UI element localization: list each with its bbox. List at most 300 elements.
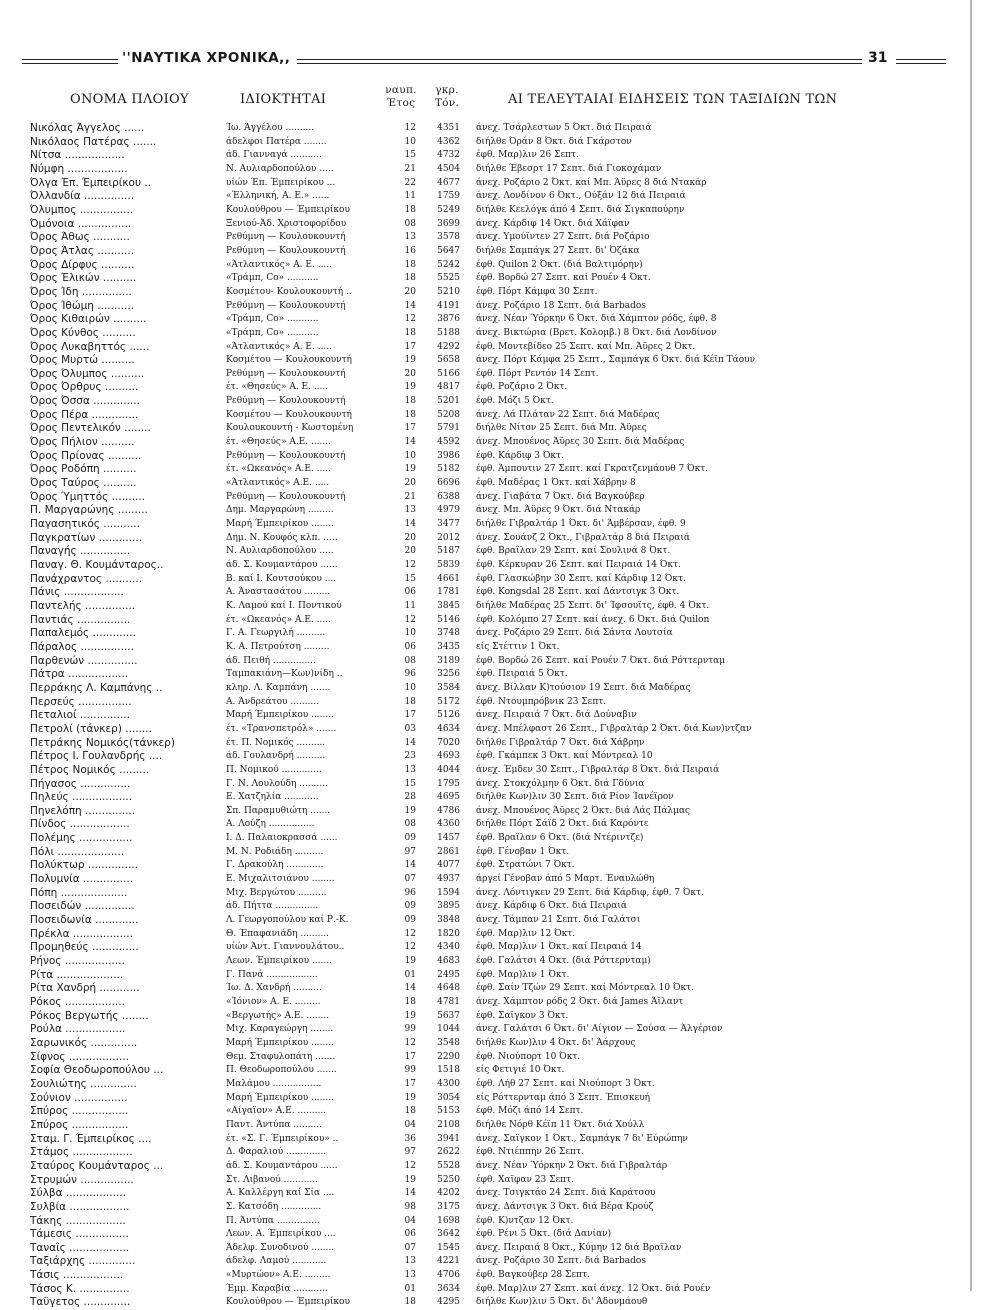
- table-row: [0, 627, 960, 641]
- ship-name: Νικόλαος Πατέρας .......: [30, 135, 157, 148]
- owner-name: Μαρή Έμπειρίκου ........: [226, 519, 334, 530]
- year-built: 01: [404, 1283, 416, 1294]
- running-header: [22, 48, 946, 74]
- voyage-news: άνεχ. Κάρδιφ 14 Όκτ. διά Χάϊφαν: [476, 218, 630, 229]
- voyage-news: έφθ. Μόζι άπό 14 Σεπτ.: [476, 1106, 584, 1117]
- year-built: 14: [404, 437, 416, 448]
- year-built: 08: [404, 819, 416, 830]
- gross-tonnage: 3175: [437, 1201, 460, 1212]
- gross-tonnage: 2622: [437, 1147, 460, 1158]
- owner-name: Α. Καλλέργη καί Σία ....: [226, 1188, 335, 1199]
- voyage-news: διήλθε Γιβραλτάρ 7 Όκτ. διά Χάβρην: [476, 737, 645, 748]
- gross-tonnage: 4706: [437, 1270, 460, 1281]
- voyage-news: άνεχ. Λά Πλάταν 22 Σεπτ. διά Μαδέρας: [476, 409, 660, 420]
- ship-name: Όρος Πρίονας ..........: [30, 449, 142, 462]
- table-row: [0, 586, 960, 600]
- year-built: 18: [404, 327, 416, 338]
- voyage-news: διήλθε Έβεσρτ 17 Σεπτ. διά Γιοκοχάμαν: [476, 163, 662, 174]
- voyage-news: άνεχ. Πειραιά 8 Όκτ., Κύμην 12 διά Βραΐλαν: [476, 1242, 682, 1253]
- voyage-news: άνεχ. Σαΐγκον 1 Όκτ., Σαμπάγκ 7 δι' Εύρώπην: [476, 1133, 688, 1144]
- table-row: [0, 1255, 960, 1269]
- voyage-news: άνεχ. Πειραιά 7 Όκτ. διά Δούναβιν: [476, 710, 637, 721]
- year-built: 23: [404, 751, 416, 762]
- voyage-news: έφθ. Γένοβαν 1 Όκτ.: [476, 846, 570, 857]
- year-built: 17: [404, 1051, 416, 1062]
- ship-name: Ποσειδών ...............: [30, 900, 135, 913]
- ship-name: Τάμεσις ................: [30, 1228, 129, 1241]
- year-built: 18: [404, 396, 416, 407]
- table-row: [0, 450, 960, 464]
- voyage-news: άνεχ. Ροζάριο 29 Σεπτ. διά Σάντα Λουτσία: [476, 628, 673, 639]
- voyage-news: έφθ. Μαρ)λιν 26 Σεπτ.: [476, 150, 579, 161]
- year-built: 99: [404, 1065, 416, 1076]
- voyage-news: έφθ. Πόρτ Κάμφα 30 Σεπτ.: [476, 286, 598, 297]
- year-built: 19: [404, 956, 416, 967]
- voyage-news: άνεχ. Μπουένος Άϋρες 30 Σεπτ. διά Μαδέρας: [476, 437, 685, 448]
- table-row: [0, 955, 960, 969]
- year-built: 20: [404, 478, 416, 489]
- gross-tonnage: 5250: [437, 1174, 460, 1185]
- gross-tonnage: 4340: [437, 942, 460, 953]
- voyage-news: έφθ. Γκάμπεκ 3 Όκτ. καί Μόντρεαλ 10: [476, 751, 653, 762]
- ship-name: Πεταλιοί ...............: [30, 709, 130, 722]
- owner-name: Κουλούθρου — Έμπειρίκου: [226, 1297, 350, 1308]
- voyage-news: έφθ. Μαρ)λιν 1 Όκτ.: [476, 969, 570, 980]
- table-row: [0, 327, 960, 341]
- ship-name: Πίνδος ..................: [30, 818, 130, 831]
- voyage-news: άνεχ. Βίλλαν Κ)τούσιον 19 Σεπτ. διά Μαδέρας: [476, 682, 691, 693]
- table-row: [0, 846, 960, 860]
- year-built: 14: [404, 983, 416, 994]
- year-built: 19: [404, 1092, 416, 1103]
- table-row: [0, 300, 960, 314]
- gross-tonnage: 3848: [437, 915, 460, 926]
- voyage-news: έφθ. Μαδέρας 1 Όκτ. καί Χάβρην 8: [476, 478, 636, 489]
- ship-name: Ρίτα ....................: [30, 968, 124, 981]
- table-row: [0, 1296, 960, 1310]
- owner-name: Δημ. Ν. Κουφός κλπ. .....: [226, 532, 338, 543]
- voyage-news: έφθ. Κάρδιφ 3 Όκτ.: [476, 450, 564, 461]
- table-row: [0, 1283, 960, 1297]
- year-built: 19: [404, 805, 416, 816]
- table-row: [0, 1133, 960, 1147]
- owner-name: «Ίόνιον» Α. Ε. .........: [226, 997, 321, 1007]
- ship-name: Ρήνος ..................: [30, 955, 125, 968]
- year-built: 28: [404, 792, 416, 803]
- table-row: [0, 1078, 960, 1092]
- voyage-news: διήλθε Πόρτ Σάϊδ 2 Όκτ. διά Καρόντε: [476, 819, 649, 830]
- gross-tonnage: 2108: [437, 1119, 460, 1130]
- year-built: 12: [404, 123, 416, 133]
- table-row: [0, 422, 960, 436]
- gross-tonnage: 4300: [437, 1078, 460, 1089]
- gross-tonnage: 5658: [437, 355, 460, 366]
- gross-tonnage: 1820: [437, 928, 460, 939]
- owner-name: έτ. «Τρανσπετρόλ» .......: [226, 723, 337, 734]
- year-built: 14: [404, 1188, 416, 1199]
- owner-name: Γ. Πανά ..................: [226, 969, 318, 980]
- owner-name: Μαρή Έμπειρίκου ........: [226, 1037, 334, 1048]
- year-built: 21: [404, 491, 416, 502]
- table-row: [0, 1146, 960, 1160]
- owner-name: Άδελφ. Συνοδινού ........: [226, 1242, 335, 1253]
- table-row: [0, 354, 960, 368]
- ship-name: Πόλι ....................: [30, 845, 125, 858]
- year-built: 07: [404, 874, 416, 885]
- gross-tonnage: 5839: [437, 560, 460, 570]
- year-built: 06: [404, 1229, 416, 1240]
- year-built: 10: [404, 628, 416, 639]
- year-built: 12: [404, 314, 416, 325]
- voyage-news: διήλθε Όράν 8 Όκτ. διά Γκάρστον: [476, 136, 632, 147]
- owner-name: Ι. Δ. Παλαιοκρασσά ......: [226, 833, 338, 844]
- table-row: [0, 696, 960, 710]
- gross-tonnage: 3634: [437, 1283, 460, 1294]
- ship-name: Ταΰγετος ..............: [30, 1296, 131, 1309]
- gross-tonnage: 2012: [437, 532, 460, 543]
- table-row: [0, 969, 960, 983]
- year-built: 10: [404, 136, 416, 147]
- ship-name: Νύμφη ..................: [30, 162, 128, 175]
- ship-name: Όρος Ύμηττός ..........: [30, 490, 146, 503]
- owner-name: Κ. Λαμού καί Ι. Ποντικού: [226, 600, 342, 611]
- year-built: 18: [404, 409, 416, 420]
- gross-tonnage: 6696: [437, 478, 460, 489]
- gross-tonnage: 3578: [437, 232, 460, 243]
- owner-name: υίών Άντ. Γιαννουλάτου..: [226, 942, 345, 953]
- gross-tonnage: 4191: [437, 300, 460, 311]
- table-row: [0, 818, 960, 832]
- year-built: 15: [404, 573, 416, 584]
- year-built: 19: [404, 1010, 416, 1021]
- owner-name: Π. Θεοδωροπούλου .......: [226, 1065, 337, 1076]
- gross-tonnage: 4732: [437, 150, 460, 161]
- owner-name: Ρεθύμνη — Κουλουκουντή: [226, 368, 346, 379]
- ship-name: Πρέκλα ..................: [30, 927, 133, 940]
- voyage-news: άνεχ. Τάμπαν 21 Σεπτ. διά Γαλάτσι: [476, 915, 641, 926]
- table-row: [0, 1269, 960, 1283]
- owner-name: «Τράμπ, Co» ...........: [226, 327, 319, 338]
- voyage-news: άνεχ. Ροζάριο 30 Σεπτ. διά Barbados: [476, 1256, 646, 1267]
- owner-name: Π. Νομικού ..............: [226, 764, 322, 775]
- year-built: 19: [404, 1174, 416, 1185]
- table-row: [0, 1037, 960, 1051]
- voyage-news: έφθ. Κολόμπο 27 Σεπτ. καί άνεχ. 6 Όκτ. διά Quilon: [476, 614, 710, 625]
- table-row: [0, 259, 960, 273]
- owner-name: Ταμπακιάνη—Κων)νίδη ..: [226, 669, 343, 680]
- year-built: 12: [404, 614, 416, 625]
- owner-name: έτ. «Ωκεανός» Α.Ε. .....: [226, 464, 331, 475]
- owner-name: άδ. Πήττα ...............: [226, 901, 319, 912]
- year-built: 13: [404, 1270, 416, 1281]
- gross-tonnage: 3189: [437, 655, 460, 666]
- voyage-news: άνεχ. Δάντσιγκ 3 Όκτ. διά Βέρα Κρούζ: [476, 1201, 654, 1212]
- table-row: [0, 668, 960, 682]
- gross-tonnage: 1698: [437, 1215, 460, 1226]
- table-row: [0, 368, 960, 382]
- gross-tonnage: 1759: [437, 191, 460, 202]
- owner-name: Μιχ. Καραγεώργη ........: [226, 1024, 334, 1035]
- gross-tonnage: 5201: [437, 396, 460, 407]
- voyage-news: έφθ. Ροζάριο 2 Όκτ.: [476, 382, 568, 393]
- ship-name: Όρος Πήλιον ..........: [30, 436, 135, 449]
- year-built: 17: [404, 341, 416, 352]
- table-row: [0, 941, 960, 955]
- table-row: [0, 914, 960, 928]
- voyage-news: έφθ. Μαρ)λιν 27 Σεπτ. καί άνεχ. 12 Όκτ. διά Ρουέν: [476, 1283, 711, 1294]
- voyage-news: έφθ. Χαϊφαν 23 Σεπτ.: [476, 1174, 574, 1185]
- year-built: 14: [404, 737, 416, 748]
- year-built: 20: [404, 532, 416, 543]
- column-header-owners: ΙΔΙΟΚΤΗΤΑΙ: [240, 92, 327, 107]
- voyage-news: διήλθε Γιβραλτάρ 1 Όκτ. δι' Άμβέρσαν, έφθ. 9: [476, 519, 686, 530]
- ship-name: Νικόλας Άγγελος ......: [30, 122, 145, 134]
- ship-name: Ρόκος Βεργωτής ........: [30, 1009, 149, 1022]
- gross-tonnage: 4695: [437, 792, 460, 803]
- voyage-news: άνεχ. Κάρδιφ 6 Όκτ. διά Πειραιά: [476, 901, 627, 912]
- voyage-news: έφθ. Λήθ 27 Σεπτ. καί Νιούπορτ 3 Όκτ.: [476, 1078, 655, 1089]
- table-row: [0, 723, 960, 737]
- year-built: 98: [404, 1201, 416, 1212]
- voyage-news: διήλθε Σαμπάγκ 27 Σεπτ. δι' Όζάκα: [476, 245, 640, 256]
- voyage-news: άνεχ. Λονδίνον 6 Όκτ., Ούξάν 12 διά Πειραιά: [476, 191, 686, 202]
- gross-tonnage: 2861: [437, 846, 460, 857]
- table-row: [0, 381, 960, 395]
- gross-tonnage: 1044: [437, 1024, 460, 1035]
- owner-name: έτ. «Θησεύς» Α.Ε. .......: [226, 437, 332, 448]
- owner-name: Λεων. Έμπειρίκου .......: [226, 956, 332, 967]
- owner-name: Κοσμέτου — Κουλουκουντή: [226, 355, 352, 366]
- owner-name: Μαρή Έμπειρίκου ........: [226, 1092, 334, 1103]
- gross-tonnage: 4937: [437, 874, 460, 885]
- ship-name: Πανάχραντος ...........: [30, 572, 143, 585]
- gross-tonnage: 3876: [437, 314, 460, 325]
- table-row: [0, 518, 960, 532]
- year-built: 22: [404, 177, 416, 188]
- column-header-gross-tonnage: γκρ. Τόν.: [434, 84, 460, 109]
- voyage-news: άνεχ. Υμούϊντεν 27 Σεπτ. διά Ροζάριο: [476, 232, 650, 243]
- table-row: [0, 177, 960, 191]
- ship-name: Ταξιάρχης ..............: [30, 1255, 136, 1268]
- owner-name: Ρεθύμνη — Κουλουκουντή: [226, 396, 346, 407]
- year-built: 09: [404, 901, 416, 912]
- gross-tonnage: 5637: [437, 1010, 460, 1021]
- gross-tonnage: 7020: [437, 737, 460, 748]
- table-row: [0, 737, 960, 751]
- ship-name: Σαρωνικός ..............: [30, 1036, 138, 1049]
- table-row: [0, 1119, 960, 1133]
- gross-tonnage: 3986: [437, 450, 460, 461]
- owner-name: έτ. Π. Νομικός ..........: [226, 737, 326, 748]
- year-built: 18: [404, 259, 416, 270]
- gross-tonnage: 5166: [437, 368, 460, 379]
- gross-tonnage: 2290: [437, 1051, 460, 1062]
- voyage-news: άνεχ. Ροζάριο 18 Σεπτ. διά Barbados: [476, 300, 646, 311]
- table-row: [0, 655, 960, 669]
- owner-name: Μαρή Έμπειρίκου ........: [226, 710, 334, 721]
- gross-tonnage: 1545: [437, 1242, 460, 1253]
- ship-name: Ποσειδωνία .............: [30, 914, 139, 927]
- table-row: [0, 272, 960, 286]
- table-row: [0, 709, 960, 723]
- ship-name: Όλυμπος ................: [30, 203, 134, 216]
- year-built: 20: [404, 286, 416, 297]
- gross-tonnage: 3256: [437, 669, 460, 680]
- gross-tonnage: 4693: [437, 751, 460, 762]
- ship-name: Πετράκης Νομικός(τάνκερ): [30, 736, 175, 749]
- ship-name: Πετρολί (τάνκερ) ........: [30, 722, 152, 735]
- year-built: 12: [404, 1037, 416, 1048]
- owner-name: άδ. Γιανναγά ...........: [226, 150, 322, 161]
- ship-name: Παγκρατίων .............: [30, 531, 143, 544]
- year-built: 14: [404, 300, 416, 311]
- voyage-news: έφθ. Ντιέππην 26 Σεπτ.: [476, 1147, 584, 1158]
- table-row: [0, 504, 960, 518]
- owner-name: Μιχ. Βεργώτου ..........: [226, 887, 327, 898]
- gross-tonnage: 4077: [437, 860, 460, 871]
- ship-name: Ρίτα Χανδρή ............: [30, 982, 140, 995]
- table-row: [0, 750, 960, 764]
- owner-name: Α. Άνδρεάτου ..........: [226, 696, 319, 707]
- header-rule-left: [22, 59, 118, 64]
- ship-register-table: [0, 122, 960, 1310]
- owner-name: Α. Άναστασάτου .........: [226, 587, 331, 598]
- gross-tonnage: 4362: [437, 136, 460, 147]
- year-built: 97: [404, 1147, 416, 1158]
- gross-tonnage: 4295: [437, 1297, 460, 1308]
- owner-name: έτ. «Σ. Γ. Έμπειρίκου» ..: [226, 1133, 339, 1144]
- owner-name: Ρεθύμνη — Κουλουκουντή: [226, 245, 346, 256]
- voyage-news: έφθ. Βορδώ 27 Σεπτ. καί Ρουέν 4 Όκτ.: [476, 273, 651, 284]
- year-built: 18: [404, 204, 416, 215]
- ship-name: Όρος Έλικών ..........: [30, 272, 137, 285]
- ship-name: Όρος Δίρφυς ..........: [30, 258, 135, 271]
- owner-name: Κουλούθρου — Έμπειρίκου: [226, 204, 350, 215]
- voyage-news: έφθ. Κέρκυραν 26 Σεπτ. καί Πειραιά 14 Όκτ.: [476, 560, 681, 570]
- voyage-news: είς Ρόττερνταμ άπό 3 Σεπτ. Έπισκευή: [476, 1092, 651, 1103]
- gross-tonnage: 1795: [437, 778, 460, 789]
- ship-name: Συλβία ..................: [30, 1200, 130, 1213]
- column-header-ship-name: ΟΝΟΜΑ ΠΛΟΙΟΥ: [70, 92, 189, 107]
- table-row: [0, 190, 960, 204]
- ship-name: Στρυμών ................: [30, 1173, 134, 1186]
- year-built: 04: [404, 1215, 416, 1226]
- owner-name: Ρεθύμνη — Κουλουκουντή: [226, 491, 346, 502]
- voyage-news: άνεχ. Έμδεν 30 Σεπτ., Γιβραλτάρ 8 Όκτ. διά Πειραιά: [476, 764, 720, 775]
- year-built: 13: [404, 505, 416, 516]
- voyage-news: άνεχ. Τσάρλεστων 5 Όκτ. διά Πειραιά: [476, 123, 652, 133]
- table-row: [0, 805, 960, 819]
- voyage-news: άνεχ. Σουάνζ 2 Όκτ., Γιβραλτάρ 8 διά Πειραιά: [476, 532, 690, 543]
- table-row: [0, 463, 960, 477]
- voyage-news: έφθ. Kongsdal 28 Σεπτ. καί Δάντσιγκ 3 Όκτ.: [476, 587, 680, 598]
- gross-tonnage: 4634: [437, 723, 460, 734]
- ship-name: Σταμ. Γ. Έμπειρίκος ....: [30, 1132, 152, 1145]
- year-built: 36: [404, 1133, 416, 1144]
- table-row: [0, 1174, 960, 1188]
- voyage-news: διήλθε Νόρθ Κέϊπ 11 Όκτ. διά Χούλλ: [476, 1119, 645, 1130]
- table-row: [0, 1092, 960, 1106]
- ship-name: Όρος Πεντελικόν ........: [30, 422, 151, 435]
- owner-name: Ε. Μιχαλιτσιάνου ........: [226, 874, 335, 885]
- gross-tonnage: 5791: [437, 423, 460, 434]
- voyage-news: άνεχ. Νέαν Ύόρκην 2 Όκτ. διά Γιβραλτάρ: [476, 1160, 668, 1171]
- gross-tonnage: 3435: [437, 641, 460, 652]
- ship-name: Όρος Ίδη ...............: [30, 285, 132, 298]
- table-row: [0, 1105, 960, 1119]
- gross-tonnage: 5528: [437, 1160, 460, 1171]
- owner-name: «Άτλαντικός» Α. Ε. .....: [226, 259, 333, 270]
- owner-name: Σπ. Παραμυθιώτη .......: [226, 805, 331, 816]
- year-built: 12: [404, 1160, 416, 1171]
- voyage-news: έφθ. Γλασκώβην 30 Σεπτ. καί Κάρδιφ 12 Όκτ.: [476, 573, 686, 584]
- ship-name: Όμόνοια ................: [30, 217, 132, 230]
- owner-name: «Έλληνική, Α. Ε.» ......: [226, 191, 330, 202]
- year-built: 12: [404, 560, 416, 570]
- gross-tonnage: 4781: [437, 997, 460, 1007]
- gross-tonnage: 4202: [437, 1188, 460, 1199]
- gross-tonnage: 1594: [437, 887, 460, 898]
- ship-name: Νίτσα ..................: [30, 149, 125, 162]
- voyage-news: διήλθε Κων)λιν 5 Όκτ. δι' Άδονμάουθ: [476, 1297, 648, 1308]
- table-row: [0, 887, 960, 901]
- gross-tonnage: 3548: [437, 1037, 460, 1048]
- ship-name: Πάτρα ..................: [30, 668, 129, 681]
- year-built: 18: [404, 997, 416, 1007]
- column-header-latest-voyage-news: ΑΙ ΤΕΛΕΥΤΑΙΑΙ ΕΙΔΗΣΕΙΣ ΤΩΝ ΤΑΞΙΔΙΩΝ ΤΩΝ: [508, 92, 838, 107]
- owner-name: «Μυρτώον» Α.Ε. .........: [226, 1270, 331, 1281]
- header-rule-middle: [297, 59, 862, 64]
- table-row: [0, 313, 960, 327]
- ship-name: Όρος Πέρα ..............: [30, 408, 139, 421]
- voyage-news: είς Φετιγιέ 10 Όκτ.: [476, 1065, 565, 1076]
- voyage-news: έφθ. Quilon 2 Όκτ. (διά Βαλτιμόρην): [476, 259, 643, 270]
- year-built: 16: [404, 245, 416, 256]
- ship-name: Σπύρος .................: [30, 1105, 129, 1118]
- table-row: [0, 1064, 960, 1078]
- year-built: 17: [404, 423, 416, 434]
- owner-name: Μ. Ν. Ροδιάδη ..........: [226, 846, 324, 857]
- year-built: 17: [404, 710, 416, 721]
- table-row: [0, 204, 960, 218]
- table-row: [0, 1215, 960, 1229]
- owner-name: Γ. Δρακούλη .............: [226, 860, 324, 871]
- owner-name: «Άτλαντικός» Α. Ε. .....: [226, 341, 333, 352]
- gross-tonnage: 5153: [437, 1106, 460, 1117]
- voyage-news: άνεχ. Λόντιγκεν 29 Σεπτ. διά Κάρδιφ, έφθ. 7 Όκτ.: [476, 887, 704, 898]
- table-row: [0, 163, 960, 177]
- voyage-news: έφθ. Μαρ)λιν 12 Όκτ.: [476, 928, 576, 939]
- gross-tonnage: 4221: [437, 1256, 460, 1267]
- owner-name: άδ. Σ. Κουμαντάρου ......: [226, 1160, 338, 1171]
- year-built: 01: [404, 969, 416, 980]
- table-row: [0, 532, 960, 546]
- gross-tonnage: 6388: [437, 491, 460, 502]
- ship-name: Τάκης ..................: [30, 1214, 126, 1227]
- owner-name: Κουλουκουντή - Κωστομένη: [226, 423, 354, 434]
- owner-name: Ρεθύμνη — Κουλουκουντή: [226, 300, 346, 311]
- gross-tonnage: 3845: [437, 600, 460, 611]
- year-built: 13: [404, 232, 416, 243]
- gross-tonnage: 4979: [437, 505, 460, 516]
- ship-name: Πάραλος ................: [30, 640, 134, 653]
- voyage-news: έφθ. Πόρτ Ρεντόν 14 Σεπτ.: [476, 368, 599, 379]
- table-row: [0, 1051, 960, 1065]
- year-built: 19: [404, 382, 416, 393]
- year-built: 15: [404, 778, 416, 789]
- ship-name: Σταύρος Κουμάνταρος ...: [30, 1159, 164, 1172]
- voyage-news: διήλθε Νίτον 25 Σεπτ. διά Μπ. Άϋρες: [476, 423, 647, 434]
